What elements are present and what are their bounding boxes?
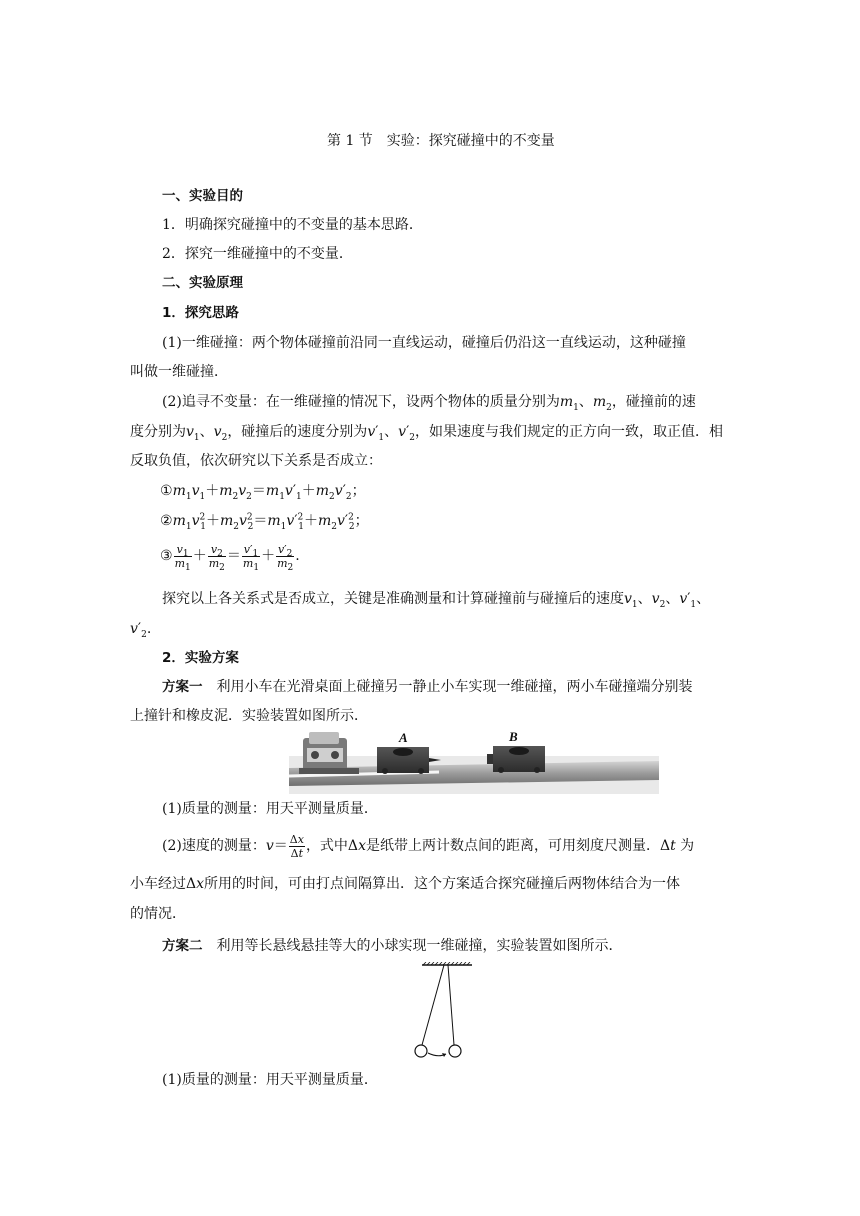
plan-1-label: 方案一	[162, 679, 203, 695]
velocity-measurement-line-3: 的情况．	[130, 906, 186, 922]
plan-1-line-1: 方案一 利用小车在光滑桌面上碰撞另一静止小车实现一维碰撞，两小车碰撞端分别装	[162, 679, 693, 695]
relation-1: $①m_1v_1+m_2v_2=m_1v'_1+m_2v'_2$；	[160, 483, 366, 502]
paragraph-2-text: (2)追寻不变量：在一维碰撞的情况下，设两个物体的质量分别为	[162, 394, 560, 410]
paragraph-2-tail: ，碰撞前的速	[611, 394, 696, 410]
paragraph-2-line-2: 度分别为$v_1$、$v_2$，碰撞后的速度分别为$v'_1$、$v'_2$，如果速度与我们规定的正方向一致，取正值．相	[130, 424, 723, 443]
string-right	[448, 965, 454, 1045]
page-title: 第 1 节 实验：探究碰撞中的不变量	[327, 133, 555, 149]
putty	[487, 754, 493, 764]
cart-b	[487, 746, 545, 773]
plan-1-line-2: 上撞针和橡皮泥．实验装置如图所示．	[130, 708, 368, 724]
paragraph-3-line-1: 探究以上各关系式是否成立，关键是准确测量和计算碰撞前与碰撞后的速度$v_1$、$v_2$、$v'_1$、	[162, 591, 711, 610]
mass-measurement-2: (1)质量的测量：用天平测量质量．	[162, 1072, 378, 1088]
string-left	[422, 965, 444, 1045]
goal-1: 1．明确探究碰撞中的不变量的基本思路．	[162, 217, 423, 233]
plan-2-label: 方案二	[162, 938, 203, 954]
goal-2: 2．探究一维碰撞中的不变量．	[162, 246, 353, 262]
relation-2: $②m_1v^2_1+m_2v^2_2=m_1v'^2_1+m_2v'^2_2$；	[160, 512, 369, 532]
paragraph-1-line-1: (1)一维碰撞：两个物体碰撞前沿同一直线运动，碰撞后仍沿这一直线运动，这种碰撞	[162, 335, 686, 351]
paragraph-1-line-2: 叫做一维碰撞．	[130, 364, 228, 380]
subheading-plan: 2．实验方案	[162, 650, 239, 666]
velocity-measurement-line-1: (2)速度的测量：v＝ $\frac{\Delta x}{\Delta t}$ ，式中Δx是纸带上两计数点间的距离，可用刻度尺测量．Δt 为	[162, 832, 695, 860]
section-heading-principle: 二、实验原理	[162, 275, 243, 291]
mass-measurement: (1)质量的测量：用天平测量质量．	[162, 801, 378, 817]
velocity-measurement-line-2: 小车经过Δx所用的时间，可由打点间隔算出．这个方案适合探究碰撞后两物体结合为一体	[130, 876, 681, 892]
relation-3: ③ $\frac{v_1}{m_1}$ ＋ $\frac{v_2}{m_2}$ ＝ $\frac{v'_1}{m_1}$ ＋ $\frac{v'_2}{m_2}$ .	[160, 542, 300, 573]
paragraph-2-line-3: 反取负值，依次研究以下关系是否成立：	[130, 453, 382, 469]
pendulum-figure	[408, 962, 478, 1062]
ball-2	[449, 1045, 461, 1057]
cart-collision-figure	[289, 728, 659, 794]
plan-2-line: 方案二 利用等长悬线悬挂等大的小球实现一维碰撞，实验装置如图所示．	[162, 938, 623, 954]
subheading-approach: 1．探究思路	[162, 305, 239, 321]
section-heading-purpose: 一、实验目的	[162, 188, 243, 204]
cart-b-label: B	[509, 729, 518, 744]
ball-1	[415, 1045, 427, 1057]
paragraph-2-line-1: (2)追寻不变量：在一维碰撞的情况下，设两个物体的质量分别为$m_1$、$m_2$，碰撞前的速	[162, 394, 696, 413]
cart-a-label: A	[399, 730, 408, 745]
paragraph-3-line-2: $v'_2$.	[130, 621, 152, 640]
